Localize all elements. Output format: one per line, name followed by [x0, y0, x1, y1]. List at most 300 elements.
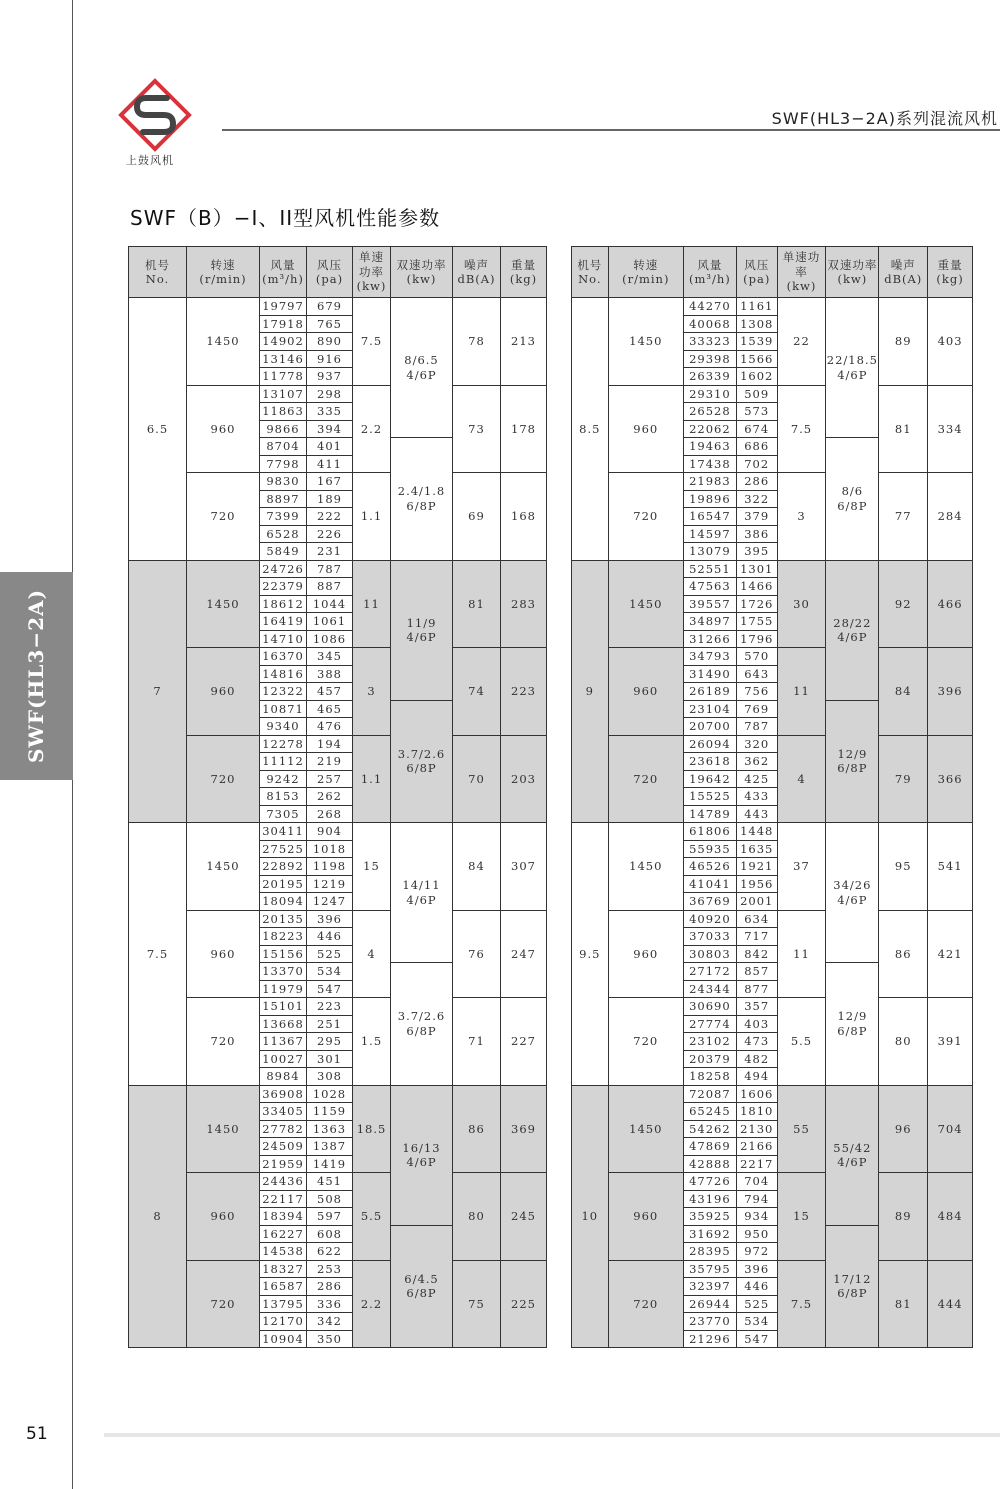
model-number-cell: 7.5	[129, 823, 187, 1086]
airflow-cell: 19797	[260, 298, 307, 316]
airflow-cell: 18327	[260, 1260, 307, 1278]
single-speed-power-cell: 55	[777, 1085, 826, 1173]
airflow-cell: 13079	[683, 543, 736, 561]
single-speed-power-cell: 4	[353, 910, 391, 998]
table-row	[572, 735, 973, 753]
pressure-cell: 1606	[736, 1085, 777, 1103]
airflow-cell: 12322	[260, 683, 307, 701]
airflow-cell: 24344	[683, 980, 736, 998]
column-header-cn: 双速功率	[827, 257, 878, 272]
noise-cell: 86	[879, 910, 928, 998]
noise-cell: 81	[879, 1260, 928, 1348]
airflow-cell: 47563	[683, 578, 736, 596]
dual-speed-poles: 6/8P	[406, 498, 437, 513]
column-header	[683, 247, 736, 298]
dual-speed-poles: 6/8P	[406, 1023, 437, 1038]
airflow-cell: 35925	[683, 1208, 736, 1226]
column-header	[353, 247, 391, 298]
pressure-cell: 547	[307, 980, 353, 998]
dual-speed-power-cell	[391, 298, 453, 438]
dual-speed-power-cell	[391, 700, 453, 823]
dual-speed-poles: 4/6P	[406, 630, 437, 644]
airflow-cell: 6528	[260, 525, 307, 543]
dual-speed-poles: 6/8P	[406, 1286, 437, 1301]
column-header	[928, 247, 973, 298]
company-logo-icon	[118, 78, 192, 152]
footer-rule	[104, 1433, 1000, 1437]
column-header	[572, 247, 609, 298]
airflow-cell: 61806	[683, 823, 736, 841]
airflow-cell: 24436	[260, 1173, 307, 1191]
pressure-cell: 433	[736, 788, 777, 806]
table-row	[129, 473, 547, 491]
airflow-cell: 21959	[260, 1155, 307, 1173]
airflow-cell: 40920	[683, 910, 736, 928]
pressure-cell: 231	[307, 543, 353, 561]
noise-cell: 69	[453, 473, 501, 561]
column-header-unit: dB(A)	[457, 272, 496, 286]
single-speed-power-cell: 7.5	[777, 385, 826, 473]
airflow-cell: 26528	[683, 403, 736, 421]
airflow-cell: 17918	[260, 315, 307, 333]
noise-cell: 84	[879, 648, 928, 736]
single-speed-power-cell: 11	[777, 910, 826, 998]
airflow-cell: 14538	[260, 1243, 307, 1261]
airflow-cell: 28395	[683, 1243, 736, 1261]
pressure-cell: 702	[736, 455, 777, 473]
model-number-cell: 10	[572, 1085, 609, 1348]
airflow-cell: 13146	[260, 350, 307, 368]
dual-speed-power-cell	[826, 438, 879, 561]
dual-speed-power-value: 17/12	[833, 1271, 872, 1286]
airflow-cell: 44270	[683, 298, 736, 316]
table-row	[572, 998, 973, 1016]
dual-speed-power-value: 11/9	[406, 615, 437, 630]
pressure-cell: 350	[307, 1330, 353, 1348]
airflow-cell: 14816	[260, 665, 307, 683]
noise-cell: 96	[879, 1085, 928, 1173]
column-header-unit: dB(A)	[884, 272, 923, 286]
performance-table-left	[128, 246, 547, 1348]
table-row	[572, 385, 973, 403]
airflow-cell: 13107	[260, 385, 307, 403]
pressure-cell: 1247	[307, 893, 353, 911]
pressure-cell: 573	[736, 403, 777, 421]
table-row	[572, 473, 973, 491]
airflow-cell: 9866	[260, 420, 307, 438]
noise-cell: 92	[879, 560, 928, 648]
weight-cell: 168	[501, 473, 547, 561]
column-header-unit: (kw)	[406, 272, 437, 286]
weight-cell: 369	[501, 1085, 547, 1173]
dual-speed-power-cell	[826, 963, 879, 1086]
airflow-cell: 16370	[260, 648, 307, 666]
table-row	[572, 560, 973, 578]
column-header-unit: (kg)	[936, 272, 964, 286]
single-speed-power-cell: 2.2	[353, 385, 391, 473]
pressure-cell: 787	[736, 718, 777, 736]
airflow-cell: 8153	[260, 788, 307, 806]
speed-cell: 720	[187, 735, 260, 823]
column-header-cn: 转速	[633, 257, 659, 272]
pressure-cell: 1755	[736, 613, 777, 631]
pressure-cell: 857	[736, 963, 777, 981]
column-header-unit: (r/min)	[622, 272, 670, 286]
airflow-cell: 9242	[260, 770, 307, 788]
dual-speed-poles: 6/8P	[837, 1286, 868, 1301]
page-title: SWF（B）−I、II型风机性能参数	[130, 206, 441, 230]
pressure-cell: 842	[736, 945, 777, 963]
noise-cell: 81	[453, 560, 501, 648]
pressure-cell: 257	[307, 770, 353, 788]
airflow-cell: 29398	[683, 350, 736, 368]
airflow-cell: 31266	[683, 630, 736, 648]
single-speed-power-cell: 1.1	[353, 473, 391, 561]
side-tab	[0, 572, 73, 780]
pressure-cell: 769	[736, 700, 777, 718]
column-header-cn: 机号	[577, 257, 603, 272]
pressure-cell: 451	[307, 1173, 353, 1191]
dual-speed-power-cell	[391, 963, 453, 1086]
dual-speed-poles: 4/6P	[406, 1155, 437, 1169]
airflow-cell: 27172	[683, 963, 736, 981]
model-number-cell: 9	[572, 560, 609, 823]
page-number: 51	[26, 1424, 48, 1444]
speed-cell: 960	[187, 910, 260, 998]
noise-cell: 78	[453, 298, 501, 386]
airflow-cell: 19642	[683, 770, 736, 788]
airflow-cell: 18223	[260, 928, 307, 946]
dual-speed-power-value: 8/6.5	[404, 353, 439, 368]
speed-cell: 720	[187, 1260, 260, 1348]
airflow-cell: 9340	[260, 718, 307, 736]
pressure-cell: 1219	[307, 875, 353, 893]
pressure-cell: 622	[307, 1243, 353, 1261]
dual-speed-power-value: 12/9	[837, 746, 868, 761]
pressure-cell: 362	[736, 753, 777, 771]
pressure-cell: 476	[307, 718, 353, 736]
pressure-cell: 189	[307, 490, 353, 508]
pressure-cell: 2217	[736, 1155, 777, 1173]
pressure-cell: 298	[307, 385, 353, 403]
column-header-cn: 风压	[744, 257, 770, 272]
pressure-cell: 396	[307, 910, 353, 928]
airflow-cell: 36908	[260, 1085, 307, 1103]
pressure-cell: 1308	[736, 315, 777, 333]
airflow-cell: 33323	[683, 333, 736, 351]
dual-speed-power-value: 6/4.5	[404, 1271, 439, 1286]
weight-cell: 203	[501, 735, 547, 823]
weight-cell: 396	[928, 648, 973, 736]
pressure-cell: 473	[736, 1033, 777, 1051]
airflow-cell: 39557	[683, 595, 736, 613]
noise-cell: 89	[879, 298, 928, 386]
pressure-cell: 1419	[307, 1155, 353, 1173]
table-row	[572, 1085, 973, 1103]
dual-speed-power-cell	[391, 560, 453, 700]
pressure-cell: 411	[307, 455, 353, 473]
pressure-cell: 756	[736, 683, 777, 701]
column-header-unit: No.	[145, 272, 170, 286]
pressure-cell: 916	[307, 350, 353, 368]
airflow-cell: 41041	[683, 875, 736, 893]
airflow-cell: 16547	[683, 508, 736, 526]
pressure-cell: 194	[307, 735, 353, 753]
column-header-cn: 噪声	[890, 257, 916, 272]
airflow-cell: 23102	[683, 1033, 736, 1051]
pressure-cell: 887	[307, 578, 353, 596]
pressure-cell: 674	[736, 420, 777, 438]
pressure-cell: 1028	[307, 1085, 353, 1103]
pressure-cell: 336	[307, 1295, 353, 1313]
airflow-cell: 8897	[260, 490, 307, 508]
airflow-cell: 26094	[683, 735, 736, 753]
airflow-cell: 40068	[683, 315, 736, 333]
speed-cell: 1450	[187, 298, 260, 386]
pressure-cell: 446	[736, 1278, 777, 1296]
weight-cell: 307	[501, 823, 547, 911]
pressure-cell: 320	[736, 735, 777, 753]
airflow-cell: 11112	[260, 753, 307, 771]
airflow-cell: 24509	[260, 1138, 307, 1156]
speed-cell: 1450	[187, 560, 260, 648]
single-speed-power-cell: 1.1	[353, 735, 391, 823]
pressure-cell: 525	[307, 945, 353, 963]
airflow-cell: 30803	[683, 945, 736, 963]
column-header-cn: 重量	[511, 257, 536, 272]
airflow-cell: 13795	[260, 1295, 307, 1313]
airflow-cell: 7399	[260, 508, 307, 526]
column-header	[129, 247, 187, 298]
table-row	[129, 823, 547, 841]
airflow-cell: 46526	[683, 858, 736, 876]
airflow-cell: 12170	[260, 1313, 307, 1331]
column-header-unit: No.	[578, 272, 602, 286]
column-header-cn: 风量	[270, 257, 296, 272]
weight-cell: 444	[928, 1260, 973, 1348]
pressure-cell: 2130	[736, 1120, 777, 1138]
dual-speed-poles: 4/6P	[837, 1155, 868, 1169]
column-header-cn: 风量	[697, 257, 723, 272]
airflow-cell: 30411	[260, 823, 307, 841]
airflow-cell: 17438	[683, 455, 736, 473]
airflow-cell: 47726	[683, 1173, 736, 1191]
airflow-cell: 21296	[683, 1330, 736, 1348]
pressure-cell: 1796	[736, 630, 777, 648]
speed-cell: 960	[608, 648, 683, 736]
weight-cell: 704	[928, 1085, 973, 1173]
speed-cell: 960	[608, 910, 683, 998]
series-title: SWF(HL3−2A)系列混流风机	[771, 109, 998, 128]
pressure-cell: 765	[307, 315, 353, 333]
pressure-cell: 223	[307, 998, 353, 1016]
model-number-cell: 9.5	[572, 823, 609, 1086]
column-header-unit: (kw)	[837, 272, 868, 286]
pressure-cell: 262	[307, 788, 353, 806]
pressure-cell: 1539	[736, 333, 777, 351]
airflow-cell: 9830	[260, 473, 307, 491]
airflow-cell: 11367	[260, 1033, 307, 1051]
pressure-cell: 457	[307, 683, 353, 701]
pressure-cell: 295	[307, 1033, 353, 1051]
pressure-cell: 465	[307, 700, 353, 718]
speed-cell: 720	[608, 473, 683, 561]
dual-speed-power-value: 8/6	[841, 484, 864, 499]
dual-speed-poles: 4/6P	[837, 367, 868, 382]
pressure-cell: 1921	[736, 858, 777, 876]
pressure-cell: 443	[736, 805, 777, 823]
pressure-cell: 2001	[736, 893, 777, 911]
weight-cell: 284	[928, 473, 973, 561]
dual-speed-poles: 4/6P	[406, 367, 437, 382]
noise-cell: 80	[453, 1173, 501, 1261]
pressure-cell: 787	[307, 560, 353, 578]
dual-speed-power-cell	[826, 1225, 879, 1348]
airflow-cell: 15101	[260, 998, 307, 1016]
airflow-cell: 29310	[683, 385, 736, 403]
airflow-cell: 18612	[260, 595, 307, 613]
speed-cell: 1450	[608, 298, 683, 386]
weight-cell: 178	[501, 385, 547, 473]
dual-speed-poles: 4/6P	[837, 892, 868, 907]
pressure-cell: 643	[736, 665, 777, 683]
pressure-cell: 167	[307, 473, 353, 491]
airflow-cell: 23104	[683, 700, 736, 718]
pressure-cell: 1602	[736, 368, 777, 386]
column-header	[608, 247, 683, 298]
table-row	[129, 385, 547, 403]
pressure-cell: 570	[736, 648, 777, 666]
weight-cell: 421	[928, 910, 973, 998]
speed-cell: 1450	[608, 1085, 683, 1173]
single-speed-power-cell: 3	[777, 473, 826, 561]
pressure-cell: 301	[307, 1050, 353, 1068]
pressure-cell: 401	[307, 438, 353, 456]
dual-speed-poles: 6/8P	[837, 1023, 868, 1038]
model-number-cell: 8.5	[572, 298, 609, 561]
single-speed-power-cell: 11	[353, 560, 391, 648]
pressure-cell: 388	[307, 665, 353, 683]
airflow-cell: 8704	[260, 438, 307, 456]
weight-cell: 334	[928, 385, 973, 473]
pressure-cell: 226	[307, 525, 353, 543]
airflow-cell: 26339	[683, 368, 736, 386]
airflow-cell: 27525	[260, 840, 307, 858]
dual-speed-power-cell	[391, 1225, 453, 1348]
pressure-cell: 679	[307, 298, 353, 316]
table-row	[572, 910, 973, 928]
pressure-cell: 1448	[736, 823, 777, 841]
pressure-cell: 395	[736, 543, 777, 561]
pressure-cell: 2166	[736, 1138, 777, 1156]
pressure-cell: 308	[307, 1068, 353, 1086]
pressure-cell: 1387	[307, 1138, 353, 1156]
single-speed-power-cell: 1.5	[353, 998, 391, 1086]
table-row	[129, 1173, 547, 1191]
table-row	[129, 910, 547, 928]
column-header	[391, 247, 453, 298]
weight-cell: 366	[928, 735, 973, 823]
airflow-cell: 19463	[683, 438, 736, 456]
weight-cell: 484	[928, 1173, 973, 1261]
dual-speed-power-value: 12/9	[837, 1009, 868, 1024]
header-rule	[222, 129, 1000, 131]
table-row	[129, 1260, 547, 1278]
noise-cell: 80	[879, 998, 928, 1086]
column-header-unit: (kw)	[356, 279, 387, 294]
pressure-cell: 394	[307, 420, 353, 438]
pressure-cell: 1810	[736, 1103, 777, 1121]
airflow-cell: 31490	[683, 665, 736, 683]
airflow-cell: 20700	[683, 718, 736, 736]
pressure-cell: 534	[736, 1313, 777, 1331]
table-row	[129, 1085, 547, 1103]
airflow-cell: 8984	[260, 1068, 307, 1086]
pressure-cell: 794	[736, 1190, 777, 1208]
column-header-cn: 噪声	[464, 257, 489, 272]
airflow-cell: 30690	[683, 998, 736, 1016]
weight-cell: 247	[501, 910, 547, 998]
noise-cell: 75	[453, 1260, 501, 1348]
airflow-cell: 10871	[260, 700, 307, 718]
weight-cell: 403	[928, 298, 973, 386]
pressure-cell: 547	[736, 1330, 777, 1348]
side-tab-label: SWF(HL3−2A)	[24, 588, 49, 764]
airflow-cell: 52551	[683, 560, 736, 578]
model-number-cell: 8	[129, 1085, 187, 1348]
dual-speed-power-value: 14/11	[402, 878, 441, 893]
column-header-cn: 重量	[937, 257, 963, 272]
single-speed-power-cell: 15	[353, 823, 391, 911]
logo-text: 上鼓风机	[126, 154, 174, 167]
single-speed-power-cell: 30	[777, 560, 826, 648]
single-speed-power-cell: 37	[777, 823, 826, 911]
single-speed-power-cell: 3	[353, 648, 391, 736]
airflow-cell: 18258	[683, 1068, 736, 1086]
airflow-cell: 7305	[260, 805, 307, 823]
pressure-cell: 890	[307, 333, 353, 351]
column-header	[453, 247, 501, 298]
table-row	[129, 648, 547, 666]
airflow-cell: 20195	[260, 875, 307, 893]
pressure-cell: 357	[736, 998, 777, 1016]
column-header-unit: (r/min)	[199, 272, 247, 286]
speed-cell: 960	[608, 1173, 683, 1261]
pressure-cell: 345	[307, 648, 353, 666]
speed-cell: 1450	[187, 1085, 260, 1173]
dual-speed-power-value: 16/13	[402, 1140, 441, 1155]
pressure-cell: 322	[736, 490, 777, 508]
pressure-cell: 1363	[307, 1120, 353, 1138]
airflow-cell: 26944	[683, 1295, 736, 1313]
speed-cell: 960	[187, 1173, 260, 1261]
airflow-cell: 10904	[260, 1330, 307, 1348]
speed-cell: 720	[608, 735, 683, 823]
airflow-cell: 65245	[683, 1103, 736, 1121]
airflow-cell: 72087	[683, 1085, 736, 1103]
model-number-cell: 6.5	[129, 298, 187, 561]
single-speed-power-cell: 4	[777, 735, 826, 823]
pressure-cell: 446	[307, 928, 353, 946]
pressure-cell: 335	[307, 403, 353, 421]
speed-cell: 1450	[608, 823, 683, 911]
noise-cell: 74	[453, 648, 501, 736]
column-header-cn: 双速功率	[396, 257, 447, 272]
airflow-cell: 11979	[260, 980, 307, 998]
pressure-cell: 686	[736, 438, 777, 456]
airflow-cell: 18094	[260, 893, 307, 911]
airflow-cell: 16227	[260, 1225, 307, 1243]
